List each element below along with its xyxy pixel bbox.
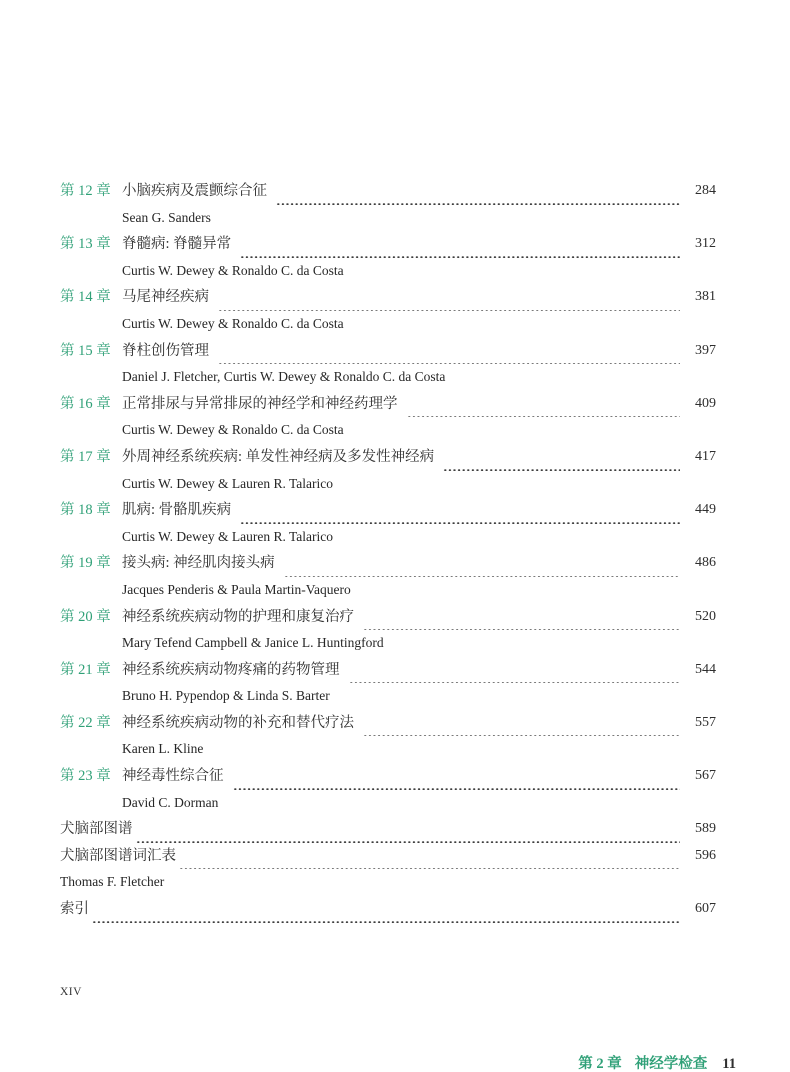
- toc-entry-line: [60, 710, 716, 737]
- dot-leader: [218, 284, 680, 311]
- dot-leader: [363, 604, 680, 631]
- chapter-authors: Daniel J. Fletcher, Curtis W. Dewey & Ronaldo C. da Costa: [122, 369, 446, 385]
- dot-leader: [349, 657, 681, 684]
- chapter-authors: Jacques Penderis & Paula Martin-Vaquero: [122, 581, 351, 597]
- running-footer-page: 11: [722, 1056, 736, 1072]
- toc-entry-line: [60, 657, 716, 684]
- chapter-title: 脊髓病: 脊髓异常: [122, 236, 232, 253]
- chapter-authors: Curtis W. Dewey & Ronaldo C. da Costa: [122, 422, 344, 438]
- chapter-label: 第 23 章: [60, 768, 111, 785]
- toc-entry: [60, 284, 716, 337]
- chapter-title: 犬脑部图谱词汇表: [60, 847, 176, 864]
- dot-leader: [92, 896, 680, 923]
- chapter-title: 神经系统疾病动物的补充和替代疗法: [122, 714, 354, 731]
- toc-entry: [60, 896, 716, 923]
- chapter-label: 第 13 章: [60, 236, 111, 253]
- chapter-page-number: 520: [695, 608, 716, 624]
- chapter-page-number: 312: [695, 236, 716, 252]
- chapter-page-number: 589: [695, 821, 716, 837]
- chapter-label: 第 20 章: [60, 608, 111, 625]
- toc-entry: [60, 338, 716, 391]
- dot-leader: [276, 178, 680, 205]
- chapter-title: 犬脑部图谱: [60, 821, 133, 838]
- chapter-label: 第 22 章: [60, 714, 111, 731]
- dot-leader: [407, 391, 681, 418]
- toc-entry-line: [60, 497, 716, 524]
- toc-entry-line: [60, 896, 716, 923]
- chapter-title: 马尾神经疾病: [122, 289, 209, 306]
- chapter-title: 肌病: 骨骼肌疾病: [122, 502, 232, 519]
- chapter-page-number: 544: [695, 661, 716, 677]
- chapter-authors: Sean G. Sanders: [122, 209, 211, 225]
- running-footer-chapter: 第 2 章: [578, 1056, 622, 1072]
- chapter-page-number: 397: [695, 342, 716, 358]
- toc-entry: [60, 231, 716, 284]
- running-footer: [578, 1054, 736, 1072]
- chapter-label: 第 14 章: [60, 289, 111, 306]
- chapter-authors: Thomas F. Fletcher: [60, 874, 165, 890]
- toc-entry-line: [60, 284, 716, 311]
- chapter-title: 接头病: 神经肌肉接头病: [122, 555, 275, 572]
- toc-entry: [60, 604, 716, 657]
- chapter-page-number: 607: [695, 901, 716, 917]
- toc-entry: [60, 444, 716, 497]
- chapter-label: 第 12 章: [60, 183, 111, 199]
- dot-leader: [179, 843, 680, 870]
- toc-entry-line: [60, 816, 716, 843]
- chapter-page-number: 409: [695, 395, 716, 411]
- chapter-authors: David C. Dorman: [122, 794, 219, 810]
- chapter-authors: Curtis W. Dewey & Ronaldo C. da Costa: [122, 315, 344, 331]
- toc-entry: [60, 497, 716, 550]
- chapter-title: 神经系统疾病动物的护理和康复治疗: [122, 608, 354, 625]
- toc-entry-line: [60, 550, 716, 577]
- toc-entry: [60, 843, 716, 896]
- toc-entry-line: [60, 231, 716, 258]
- chapter-authors: Mary Tefend Campbell & Janice L. Huntingford: [122, 635, 384, 651]
- toc-entry-line: [60, 604, 716, 631]
- toc-entry-line: [60, 444, 716, 471]
- chapter-title: 脊柱创伤管理: [122, 342, 209, 359]
- toc-entry-line: [60, 178, 716, 205]
- dot-leader: [136, 816, 681, 843]
- chapter-authors: Curtis W. Dewey & Ronaldo C. da Costa: [122, 262, 344, 278]
- chapter-title: 神经系统疾病动物疼痛的药物管理: [122, 661, 340, 678]
- chapter-title: 外周神经系统疾病: 单发性神经病及多发性神经病: [122, 448, 435, 465]
- chapter-title: 神经毒性综合征: [122, 768, 224, 785]
- chapter-authors: Karen L. Kline: [122, 741, 204, 757]
- chapter-page-number: 567: [695, 768, 716, 784]
- chapter-page-number: 557: [695, 714, 716, 730]
- chapter-page-number: 417: [695, 448, 716, 464]
- chapter-page-number: 486: [695, 555, 716, 571]
- chapter-title: 索引: [60, 901, 89, 918]
- toc-entry: [60, 657, 716, 710]
- chapter-label: 第 21 章: [60, 661, 111, 678]
- dot-leader: [443, 444, 680, 471]
- toc-list: [60, 178, 716, 923]
- chapter-page-number: 596: [695, 847, 716, 863]
- chapter-authors: Curtis W. Dewey & Lauren R. Talarico: [122, 528, 334, 544]
- toc-entry: [60, 710, 716, 763]
- toc-entry-line: [60, 391, 716, 418]
- dot-leader: [218, 338, 680, 365]
- toc-entry-line: [60, 338, 716, 365]
- dot-leader: [240, 231, 680, 258]
- dot-leader: [284, 550, 680, 577]
- chapter-authors: Bruno H. Pypendop & Linda S. Barter: [122, 688, 330, 704]
- toc-entry: [60, 178, 716, 231]
- chapter-label: 第 15 章: [60, 342, 111, 359]
- dot-leader: [240, 497, 680, 524]
- chapter-authors: Curtis W. Dewey & Lauren R. Talarico: [122, 475, 334, 491]
- chapter-page-number: 284: [695, 183, 716, 198]
- running-footer-section: 神经学检查: [634, 1056, 708, 1072]
- chapter-label: 第 18 章: [60, 502, 111, 519]
- dot-leader: [363, 710, 680, 737]
- toc-entry-line: [60, 843, 716, 870]
- dot-leader: [233, 763, 681, 790]
- chapter-title: 正常排尿与异常排尿的神经学和神经药理学: [122, 395, 398, 412]
- toc-entry: [60, 391, 716, 444]
- chapter-label: 第 16 章: [60, 395, 111, 412]
- chapter-page-number: 449: [695, 502, 716, 518]
- chapter-label: 第 17 章: [60, 448, 111, 465]
- toc-entry-line: [60, 763, 716, 790]
- chapter-label: 第 19 章: [60, 555, 111, 572]
- chapter-page-number: 381: [695, 289, 716, 305]
- toc-entry: [60, 816, 716, 843]
- toc-entry: [60, 550, 716, 603]
- chapter-title: 小脑疾病及震颤综合征: [122, 183, 267, 199]
- toc-entry: [60, 763, 716, 816]
- page-number-roman: XIV: [60, 986, 82, 998]
